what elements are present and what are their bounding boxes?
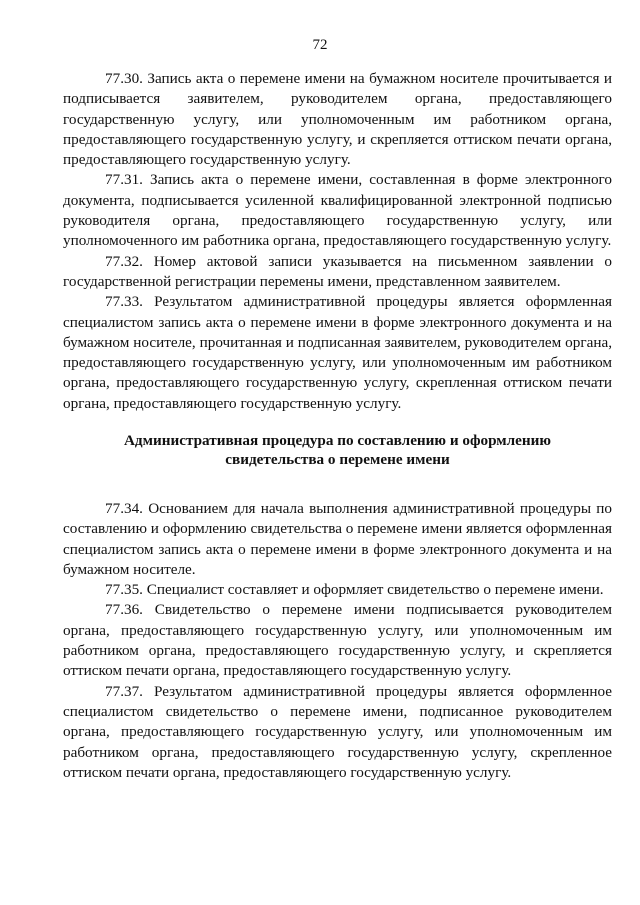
paragraph-77-30: 77.30. Запись акта о перемене имени на бумажном носителе прочитывается и подписывается заявителем, руководителем органа, предоставляющего государственную услугу, или уполномоченным им работником органа, предоставляющего государственную услугу, и скрепляется оттиском печати органа, предоставляющего государственную услугу. — [63, 70, 612, 169]
section-text-1 — [63, 69, 612, 414]
paragraph-77-37: 77.37. Результатом административной процедуры является оформленное специалистом свидетельство о перемене имени, подписанное руководителем органа, предоставляющего государственную услугу, или уполномоченным им работником органа, предоставляющего государственную услугу, скрепленное оттиском печати органа, предоставляющего государственную услугу. — [63, 682, 612, 781]
section-text-2 — [63, 499, 612, 783]
paragraph-77-36: 77.36. Свидетельство о перемене имени подписывается руководителем органа, предоставляющего государственную услугу, или уполномоченным им работником органа, предоставляющего государственную услугу, и скрепляется оттиском печати органа, предоставляющего государственную услугу. — [63, 601, 612, 680]
heading-line-2: свидетельства о перемене имени — [225, 451, 450, 468]
heading-line-1: Административная процедура по составлению и оформлению — [123, 432, 552, 449]
paragraph-77-33: 77.33. Результатом административной процедуры является оформленная специалистом запись акта о перемене имени в форме электронного документа и на бумажном носителе, прочитанная и подписанная заявителем, руководителем органа, предоставляющего государственную услугу, или уполномоченным им работником органа, предоставляющего государственную услугу, скрепленная оттиском печати органа, предоставляющего государственную услугу. — [63, 293, 612, 412]
paragraph-77-34: 77.34. Основанием для начала выполнения административной процедуры по составлению и оформлению свидетельства о перемене имени является оформленная специалистом запись акта о перемене имени в форме электронного документа и на бумажном носителе. — [63, 500, 612, 578]
page-number: 72 — [312, 37, 328, 53]
section-heading — [63, 431, 612, 469]
paragraph-77-32: 77.32. Номер актовой записи указывается на письменном заявлении о государственной регистрации перемены имени, представленном заявителем. — [63, 252, 612, 290]
paragraph-77-35: 77.35. Специалист составляет и оформляет свидетельство о перемене имени. — [105, 581, 604, 599]
paragraph-77-31: 77.31. Запись акта о перемене имени, составленная в форме электронного документа, подписывается усиленной квалифицированной электронной подписью руководителя органа, предоставляющего государственную услугу, или уполномоченного им работника органа, предоставляющего государственную услугу. — [63, 171, 612, 250]
